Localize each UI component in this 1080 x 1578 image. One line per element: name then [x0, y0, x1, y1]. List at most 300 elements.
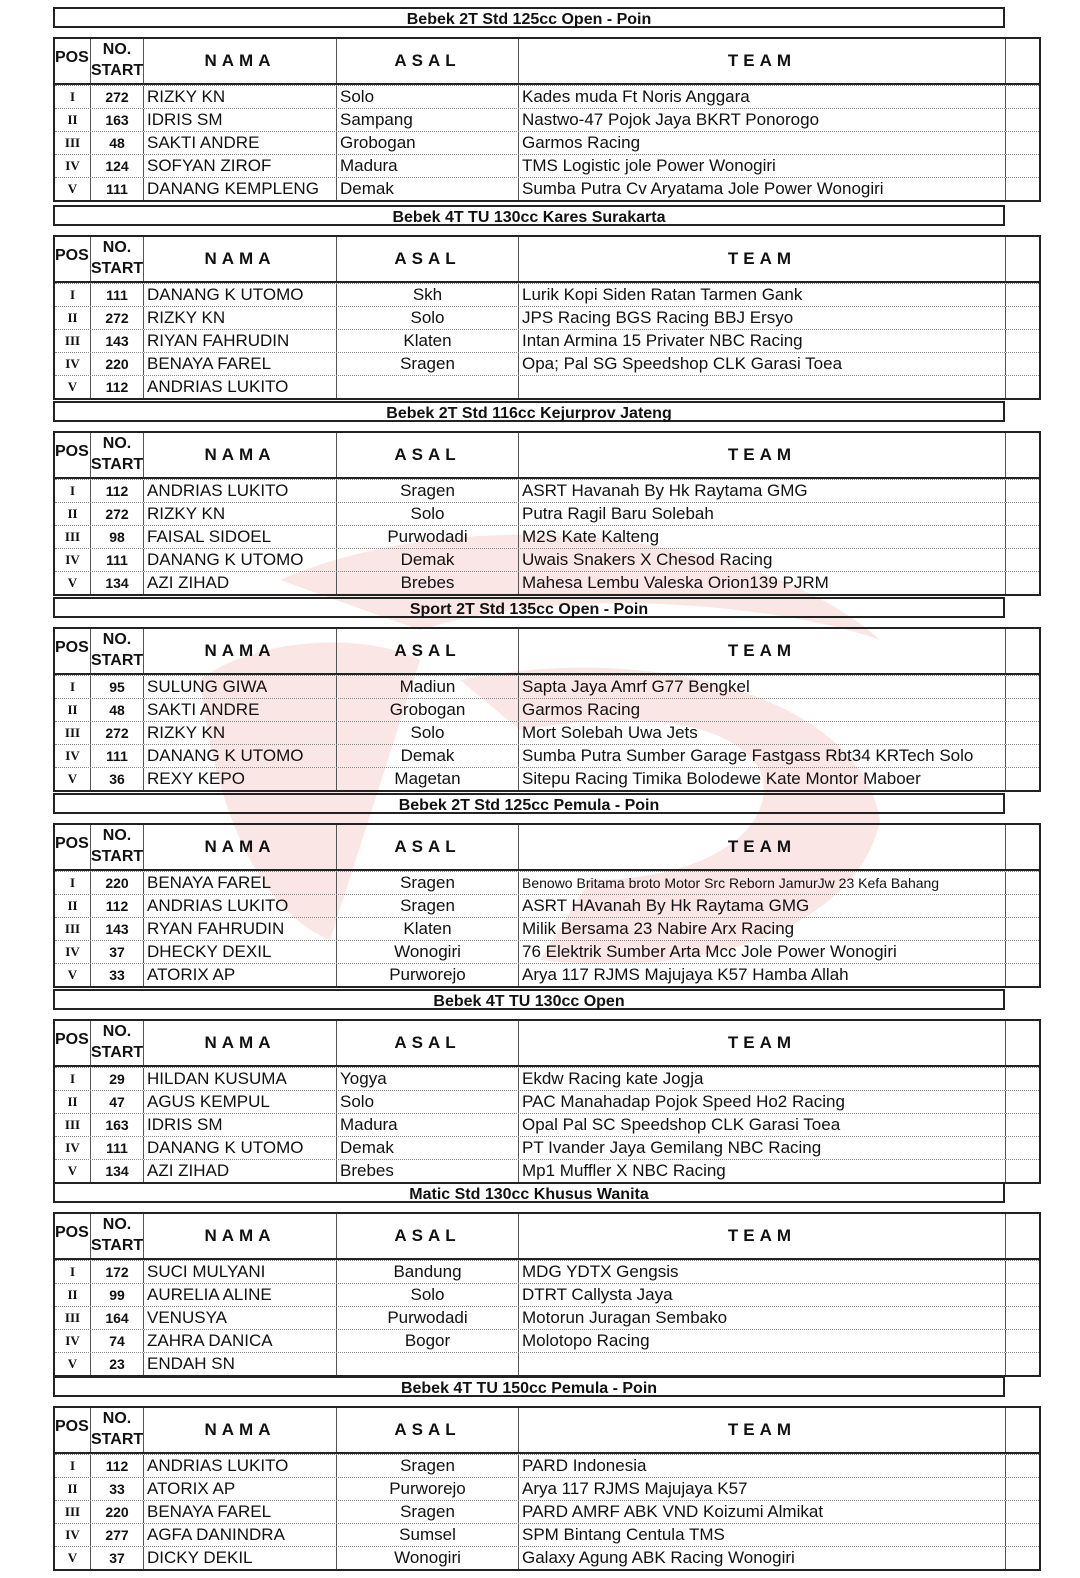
header-asal: ASAL: [337, 433, 519, 477]
row-position: III: [55, 1114, 91, 1136]
row-rider-name: SUCI MULYANI: [144, 1261, 337, 1283]
row-origin: Bandung: [337, 1261, 519, 1283]
header-no-line2: START: [91, 260, 144, 277]
table-row: [55, 1546, 1039, 1569]
row-start-number: 48: [91, 132, 144, 154]
row-rider-name: SAKTI ANDRE: [144, 132, 337, 154]
row-extra-col: [1006, 1455, 1039, 1477]
table-row: [55, 1113, 1039, 1136]
row-team: Nastwo-47 Pojok Jaya BKRT Ponorogo: [519, 109, 1006, 131]
row-position: II: [55, 1091, 91, 1113]
row-origin: [337, 1353, 519, 1375]
table-row: [55, 352, 1039, 375]
row-team: Sumba Putra Sumber Garage Fastgass Rbt34 KRTech Solo: [519, 745, 1006, 767]
row-position: I: [55, 480, 91, 502]
table-row: [55, 525, 1039, 548]
row-start-number: 37: [91, 941, 144, 963]
row-team: TMS Logistic jole Power Wonogiri: [519, 155, 1006, 177]
row-position: IV: [55, 941, 91, 963]
header-no-line2: START: [91, 848, 144, 865]
row-start-number: 112: [91, 480, 144, 502]
row-team: ASRT HAvanah By Hk Raytama GMG: [519, 895, 1006, 917]
row-rider-name: DANANG K UTOMO: [144, 284, 337, 306]
header-no-start: [91, 1408, 144, 1452]
row-start-number: 112: [91, 376, 144, 398]
row-team: Motorun Juragan Sembako: [519, 1307, 1006, 1329]
table-header: [55, 629, 1039, 675]
row-origin: Klaten: [337, 330, 519, 352]
row-rider-name: ZAHRA DANICA: [144, 1330, 337, 1352]
row-rider-name: SULUNG GIWA: [144, 676, 337, 698]
row-extra-col: [1006, 918, 1039, 940]
results-table: [53, 823, 1041, 988]
section-title: Bebek 2T Std 116cc Kejurprov Jateng: [53, 401, 1005, 422]
row-origin: Sragen: [337, 1501, 519, 1523]
row-start-number: 163: [91, 109, 144, 131]
row-position: II: [55, 503, 91, 525]
row-origin: Sragen: [337, 895, 519, 917]
row-rider-name: DANANG K UTOMO: [144, 549, 337, 571]
row-extra-col: [1006, 895, 1039, 917]
section-title: Bebek 2T Std 125cc Pemula - Poin: [53, 793, 1005, 814]
row-team: Arya 117 RJMS Majujaya K57 Hamba Allah: [519, 964, 1006, 986]
row-origin: Klaten: [337, 918, 519, 940]
row-position: V: [55, 1160, 91, 1182]
header-pos: POS: [55, 825, 91, 869]
row-rider-name: ANDRIAS LUKITO: [144, 480, 337, 502]
row-rider-name: DHECKY DEXIL: [144, 941, 337, 963]
table-row: [55, 1067, 1039, 1090]
row-origin: Yogya: [337, 1068, 519, 1090]
row-origin: Purworejo: [337, 1478, 519, 1500]
row-position: V: [55, 376, 91, 398]
row-position: II: [55, 307, 91, 329]
row-rider-name: REXY KEPO: [144, 768, 337, 790]
header-no-start: [91, 1021, 144, 1065]
row-origin: Sragen: [337, 353, 519, 375]
header-pos: POS: [55, 1214, 91, 1258]
row-start-number: 112: [91, 1455, 144, 1477]
table-row: [55, 698, 1039, 721]
header-no-line1: NO.: [102, 41, 132, 58]
row-origin: Bogor: [337, 1330, 519, 1352]
row-extra-col: [1006, 768, 1039, 790]
header-no-line2: START: [91, 62, 144, 79]
row-extra-col: [1006, 132, 1039, 154]
row-extra-col: [1006, 872, 1039, 894]
row-extra-col: [1006, 699, 1039, 721]
row-team: [519, 376, 1006, 398]
header-no-line1: NO.: [102, 239, 132, 256]
results-table: [53, 1019, 1041, 1184]
row-extra-col: [1006, 572, 1039, 594]
row-team: Garmos Racing: [519, 132, 1006, 154]
row-position: I: [55, 872, 91, 894]
table-row: [55, 1090, 1039, 1113]
row-position: V: [55, 768, 91, 790]
row-start-number: 134: [91, 1160, 144, 1182]
row-start-number: 163: [91, 1114, 144, 1136]
table-row: [55, 917, 1039, 940]
header-asal: ASAL: [337, 825, 519, 869]
header-no-line1: NO.: [102, 1216, 132, 1233]
row-extra-col: [1006, 155, 1039, 177]
row-origin: Brebes: [337, 1160, 519, 1182]
table-header: [55, 237, 1039, 283]
row-start-number: 111: [91, 178, 144, 200]
header-asal: ASAL: [337, 1214, 519, 1258]
row-team: Molotopo Racing: [519, 1330, 1006, 1352]
header-team: TEAM: [519, 629, 1006, 673]
results-table: [53, 431, 1041, 596]
row-origin: Grobogan: [337, 699, 519, 721]
table-row: [55, 1283, 1039, 1306]
row-position: II: [55, 1478, 91, 1500]
header-pos: POS: [55, 1408, 91, 1452]
row-rider-name: SOFYAN ZIROF: [144, 155, 337, 177]
table-row: [55, 375, 1039, 398]
row-position: III: [55, 918, 91, 940]
row-start-number: 111: [91, 1137, 144, 1159]
row-rider-name: BENAYA FAREL: [144, 353, 337, 375]
header-no-line2: START: [91, 1044, 144, 1061]
row-rider-name: ATORIX AP: [144, 1478, 337, 1500]
table-row: [55, 1352, 1039, 1375]
header-extra-col: [1006, 825, 1039, 869]
row-origin: Skh: [337, 284, 519, 306]
row-rider-name: IDRIS SM: [144, 1114, 337, 1136]
header-extra-col: [1006, 39, 1039, 83]
row-start-number: 172: [91, 1261, 144, 1283]
row-position: V: [55, 572, 91, 594]
row-start-number: 143: [91, 918, 144, 940]
header-no-line2: START: [91, 652, 144, 669]
row-rider-name: RIZKY KN: [144, 86, 337, 108]
header-no-start: [91, 629, 144, 673]
header-team: TEAM: [519, 237, 1006, 281]
row-extra-col: [1006, 1284, 1039, 1306]
row-team: Sitepu Racing Timika Bolodewe Kate Montor Maboer: [519, 768, 1006, 790]
row-extra-col: [1006, 1501, 1039, 1523]
row-origin: [337, 376, 519, 398]
header-pos: POS: [55, 39, 91, 83]
row-team: Arya 117 RJMS Majujaya K57: [519, 1478, 1006, 1500]
row-origin: Sragen: [337, 872, 519, 894]
header-extra-col: [1006, 237, 1039, 281]
row-origin: Solo: [337, 1091, 519, 1113]
row-extra-col: [1006, 330, 1039, 352]
row-rider-name: RIYAN FAHRUDIN: [144, 330, 337, 352]
header-pos: POS: [55, 237, 91, 281]
table-row: [55, 1454, 1039, 1477]
row-team: Garmos Racing: [519, 699, 1006, 721]
row-extra-col: [1006, 1068, 1039, 1090]
row-start-number: 124: [91, 155, 144, 177]
row-start-number: 111: [91, 284, 144, 306]
table-row: [55, 502, 1039, 525]
row-extra-col: [1006, 1137, 1039, 1159]
header-pos: POS: [55, 1021, 91, 1065]
row-team: Ekdw Racing kate Jogja: [519, 1068, 1006, 1090]
table-header: [55, 825, 1039, 871]
row-extra-col: [1006, 1353, 1039, 1375]
header-no-start: [91, 825, 144, 869]
row-origin: Demak: [337, 745, 519, 767]
row-start-number: 272: [91, 722, 144, 744]
row-rider-name: VENUSYA: [144, 1307, 337, 1329]
row-team: Putra Ragil Baru Solebah: [519, 503, 1006, 525]
table-row: [55, 548, 1039, 571]
header-nama: NAMA: [144, 1214, 337, 1258]
row-team: Uwais Snakers X Chesod Racing: [519, 549, 1006, 571]
section-title: Matic Std 130cc Khusus Wanita: [53, 1182, 1005, 1203]
header-no-line2: START: [91, 1237, 144, 1254]
row-start-number: 48: [91, 699, 144, 721]
row-team: Milik Bersama 23 Nabire Arx Racing: [519, 918, 1006, 940]
row-origin: Sragen: [337, 480, 519, 502]
table-row: [55, 479, 1039, 502]
header-team: TEAM: [519, 1021, 1006, 1065]
row-team: SPM Bintang Centula TMS: [519, 1524, 1006, 1546]
row-origin: Solo: [337, 1284, 519, 1306]
row-extra-col: [1006, 307, 1039, 329]
header-no-start: [91, 433, 144, 477]
row-origin: Sumsel: [337, 1524, 519, 1546]
table-row: [55, 1477, 1039, 1500]
row-extra-col: [1006, 964, 1039, 986]
row-extra-col: [1006, 722, 1039, 744]
row-team: PT Ivander Jaya Gemilang NBC Racing: [519, 1137, 1006, 1159]
row-rider-name: AZI ZIHAD: [144, 1160, 337, 1182]
header-no-line1: NO.: [102, 435, 132, 452]
row-start-number: 37: [91, 1547, 144, 1569]
row-position: I: [55, 1068, 91, 1090]
row-extra-col: [1006, 745, 1039, 767]
row-start-number: 23: [91, 1353, 144, 1375]
row-team: PARD Indonesia: [519, 1455, 1006, 1477]
header-asal: ASAL: [337, 629, 519, 673]
row-position: IV: [55, 745, 91, 767]
header-extra-col: [1006, 433, 1039, 477]
row-position: V: [55, 178, 91, 200]
header-no-line1: NO.: [102, 1410, 132, 1427]
row-team: PARD AMRF ABK VND Koizumi Almikat: [519, 1501, 1006, 1523]
row-start-number: 277: [91, 1524, 144, 1546]
row-team: Galaxy Agung ABK Racing Wonogiri: [519, 1547, 1006, 1569]
row-start-number: 143: [91, 330, 144, 352]
row-start-number: 134: [91, 572, 144, 594]
header-team: TEAM: [519, 1408, 1006, 1452]
table-row: [55, 940, 1039, 963]
row-rider-name: BENAYA FAREL: [144, 1501, 337, 1523]
row-start-number: 272: [91, 307, 144, 329]
table-row: [55, 963, 1039, 986]
row-extra-col: [1006, 1330, 1039, 1352]
row-origin: Madura: [337, 1114, 519, 1136]
row-team: Benowo Britama broto Motor Src Reborn JamurJw 23 Kefa Bahang: [519, 872, 1006, 894]
row-team: Lurik Kopi Siden Ratan Tarmen Gank: [519, 284, 1006, 306]
row-rider-name: RIZKY KN: [144, 307, 337, 329]
row-rider-name: ANDRIAS LUKITO: [144, 895, 337, 917]
header-asal: ASAL: [337, 39, 519, 83]
row-start-number: 74: [91, 1330, 144, 1352]
row-start-number: 272: [91, 503, 144, 525]
row-rider-name: RIZKY KN: [144, 503, 337, 525]
row-rider-name: AZI ZIHAD: [144, 572, 337, 594]
row-origin: Solo: [337, 722, 519, 744]
row-start-number: 220: [91, 353, 144, 375]
row-start-number: 220: [91, 872, 144, 894]
row-position: I: [55, 1455, 91, 1477]
header-no-line1: NO.: [102, 631, 132, 648]
row-rider-name: AURELIA ALINE: [144, 1284, 337, 1306]
row-position: V: [55, 1547, 91, 1569]
row-extra-col: [1006, 480, 1039, 502]
table-row: [55, 154, 1039, 177]
row-rider-name: RYAN FAHRUDIN: [144, 918, 337, 940]
table-row: [55, 871, 1039, 894]
row-rider-name: AGUS KEMPUL: [144, 1091, 337, 1113]
row-start-number: 95: [91, 676, 144, 698]
row-team: Mort Solebah Uwa Jets: [519, 722, 1006, 744]
table-header: [55, 433, 1039, 479]
results-table: [53, 627, 1041, 792]
header-extra-col: [1006, 1214, 1039, 1258]
header-nama: NAMA: [144, 1408, 337, 1452]
row-extra-col: [1006, 503, 1039, 525]
row-position: I: [55, 676, 91, 698]
row-extra-col: [1006, 1261, 1039, 1283]
row-extra-col: [1006, 549, 1039, 571]
row-team: Opa; Pal SG Speedshop CLK Garasi Toea: [519, 353, 1006, 375]
row-rider-name: ANDRIAS LUKITO: [144, 1455, 337, 1477]
row-position: II: [55, 1284, 91, 1306]
table-row: [55, 1136, 1039, 1159]
row-origin: Wonogiri: [337, 941, 519, 963]
row-start-number: 164: [91, 1307, 144, 1329]
row-team: Opal Pal SC Speedshop CLK Garasi Toea: [519, 1114, 1006, 1136]
header-no-line2: START: [91, 456, 144, 473]
row-origin: Sampang: [337, 109, 519, 131]
row-position: IV: [55, 155, 91, 177]
table-row: [55, 131, 1039, 154]
header-nama: NAMA: [144, 825, 337, 869]
row-position: V: [55, 1353, 91, 1375]
row-start-number: 111: [91, 549, 144, 571]
row-start-number: 272: [91, 86, 144, 108]
row-extra-col: [1006, 941, 1039, 963]
row-rider-name: HILDAN KUSUMA: [144, 1068, 337, 1090]
row-origin: Madura: [337, 155, 519, 177]
row-extra-col: [1006, 526, 1039, 548]
results-table: [53, 235, 1041, 400]
table-row: [55, 306, 1039, 329]
row-position: III: [55, 132, 91, 154]
row-team: 76 Elektrik Sumber Arta Mcc Jole Power Wonogiri: [519, 941, 1006, 963]
row-position: I: [55, 284, 91, 306]
row-origin: Solo: [337, 86, 519, 108]
table-row: [55, 329, 1039, 352]
row-rider-name: AGFA DANINDRA: [144, 1524, 337, 1546]
row-team: PAC Manahadap Pojok Speed Ho2 Racing: [519, 1091, 1006, 1113]
results-table: [53, 1406, 1041, 1571]
table-row: [55, 85, 1039, 108]
row-team: JPS Racing BGS Racing BBJ Ersyo: [519, 307, 1006, 329]
header-no-line2: START: [91, 1431, 144, 1448]
row-rider-name: BENAYA FAREL: [144, 872, 337, 894]
row-origin: Grobogan: [337, 132, 519, 154]
table-row: [55, 1500, 1039, 1523]
row-position: II: [55, 895, 91, 917]
row-extra-col: [1006, 1307, 1039, 1329]
row-origin: Magetan: [337, 768, 519, 790]
header-no-start: [91, 39, 144, 83]
row-origin: Wonogiri: [337, 1547, 519, 1569]
table-header: [55, 1021, 1039, 1067]
table-row: [55, 283, 1039, 306]
row-extra-col: [1006, 1160, 1039, 1182]
row-rider-name: DANANG K UTOMO: [144, 1137, 337, 1159]
row-origin: Madiun: [337, 676, 519, 698]
row-origin: Solo: [337, 503, 519, 525]
row-rider-name: ATORIX AP: [144, 964, 337, 986]
row-position: III: [55, 330, 91, 352]
row-position: III: [55, 1307, 91, 1329]
table-row: [55, 675, 1039, 698]
row-origin: Brebes: [337, 572, 519, 594]
row-position: III: [55, 1501, 91, 1523]
row-origin: Demak: [337, 1137, 519, 1159]
row-extra-col: [1006, 1478, 1039, 1500]
header-extra-col: [1006, 1021, 1039, 1065]
row-position: I: [55, 86, 91, 108]
row-rider-name: FAISAL SIDOEL: [144, 526, 337, 548]
header-pos: POS: [55, 629, 91, 673]
row-origin: Demak: [337, 178, 519, 200]
row-position: IV: [55, 1330, 91, 1352]
table-row: [55, 894, 1039, 917]
row-start-number: 99: [91, 1284, 144, 1306]
row-position: I: [55, 1261, 91, 1283]
header-extra-col: [1006, 1408, 1039, 1452]
row-origin: Purwodadi: [337, 526, 519, 548]
header-asal: ASAL: [337, 1408, 519, 1452]
row-origin: Sragen: [337, 1455, 519, 1477]
row-team: [519, 1353, 1006, 1375]
row-position: IV: [55, 353, 91, 375]
table-row: [55, 1329, 1039, 1352]
row-extra-col: [1006, 109, 1039, 131]
row-extra-col: [1006, 1547, 1039, 1569]
row-origin: Purwodadi: [337, 1307, 519, 1329]
row-extra-col: [1006, 376, 1039, 398]
table-row: [55, 1306, 1039, 1329]
header-no-line1: NO.: [102, 1023, 132, 1040]
table-row: [55, 177, 1039, 200]
table-row: [55, 1260, 1039, 1283]
row-start-number: 98: [91, 526, 144, 548]
header-team: TEAM: [519, 825, 1006, 869]
row-rider-name: ANDRIAS LUKITO: [144, 376, 337, 398]
row-start-number: 111: [91, 745, 144, 767]
header-no-line1: NO.: [102, 827, 132, 844]
section-title: Bebek 2T Std 125cc Open - Poin: [53, 7, 1005, 28]
header-team: TEAM: [519, 433, 1006, 477]
table-row: [55, 744, 1039, 767]
section-title: Bebek 4T TU 150cc Pemula - Poin: [53, 1376, 1005, 1397]
row-start-number: 36: [91, 768, 144, 790]
row-extra-col: [1006, 284, 1039, 306]
